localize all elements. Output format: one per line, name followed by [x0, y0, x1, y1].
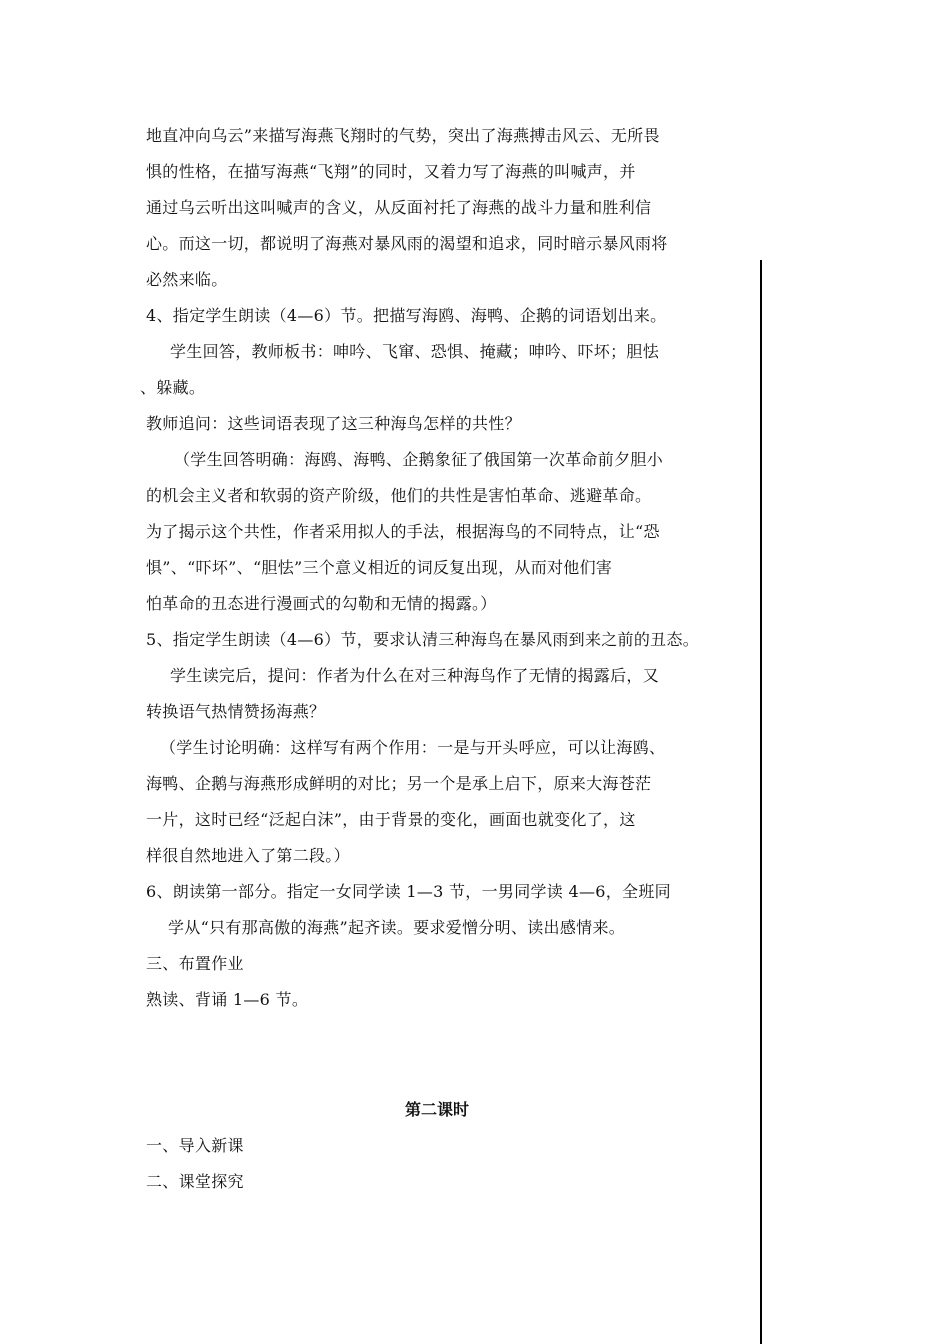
step-5-line: 5、指定学生朗读（4—6）节，要求认清三种海鸟在暴风雨到来之前的丑态。: [146, 630, 700, 649]
paragraph-line: 学从“只有那高傲的海燕”起齐读。要求爱憎分明、读出感情来。: [168, 918, 626, 937]
paragraph-line: 地直冲向乌云”来描写海燕飞翔时的气势，突出了海燕搏击风云、无所畏: [146, 126, 660, 145]
homework-heading: 三、布置作业: [146, 954, 244, 973]
paragraph-line: 转换语气热情赞扬海燕？: [146, 702, 326, 721]
margin-rule: [760, 260, 762, 1344]
paragraph-line: 心。而这一切，都说明了海燕对暴风雨的渴望和追求，同时暗示暴风雨将: [146, 234, 668, 253]
paragraph-line: 的机会主义者和软弱的资产阶级，他们的共性是害怕革命、逃避革命。: [146, 486, 652, 505]
section-item: 二、课堂探究: [146, 1172, 244, 1191]
paragraph-line: 、躲藏。: [140, 378, 206, 397]
paragraph-line: 学生读完后，提问：作者为什么在对三种海鸟作了无情的揭露后，又: [170, 666, 660, 685]
section-item: 一、导入新课: [146, 1136, 244, 1155]
paragraph-line: 惧的性格，在描写海燕“飞翔”的同时，又着力写了海燕的叫喊声，并: [146, 162, 636, 181]
paragraph-line: 学生回答，教师板书：呻吟、飞窜、恐惧、掩藏；呻吟、吓坏；胆怯: [170, 342, 660, 361]
paragraph-line: 为了揭示这个共性，作者采用拟人的手法，根据海鸟的不同特点，让“恐: [146, 522, 660, 541]
paragraph-line: 教师追问：这些词语表现了这三种海鸟怎样的共性？: [146, 414, 521, 433]
step-6-line: 6、朗读第一部分。指定一女同学读 1—3 节，一男同学读 4—6，全班同: [146, 882, 671, 901]
paragraph-line: 样很自然地进入了第二段。）: [146, 846, 350, 865]
paragraph-line: （学生讨论明确：这样写有两个作用：一是与开头呼应，可以让海鸥、: [160, 738, 666, 757]
step-4-line: 4、指定学生朗读（4—6）节。把描写海鸥、海鸭、企鹅的词语划出来。: [146, 306, 667, 325]
homework-text: 熟读、背诵 1—6 节。: [146, 990, 309, 1009]
paragraph-line: 怕革命的丑态进行漫画式的勾勒和无情的揭露。）: [146, 594, 497, 613]
paragraph-line: （学生回答明确：海鸥、海鸭、企鹅象征了俄国第一次革命前夕胆小: [174, 450, 664, 469]
paragraph-line: 惧”、“吓坏”、“胆怯”三个意义相近的词反复出现，从而对他们害: [146, 558, 613, 577]
paragraph-line: 通过乌云听出这叫喊声的含义，从反面衬托了海燕的战斗力量和胜利信: [146, 198, 652, 217]
paragraph-line: 一片，这时已经“泛起白沫”，由于背景的变化，画面也就变化了，这: [146, 810, 636, 829]
paragraph-line: 海鸭、企鹅与海燕形成鲜明的对比；另一个是承上启下，原来大海苍茫: [146, 774, 652, 793]
paragraph-line: 必然来临。: [146, 270, 228, 289]
section-heading: 第二课时: [404, 1100, 469, 1119]
